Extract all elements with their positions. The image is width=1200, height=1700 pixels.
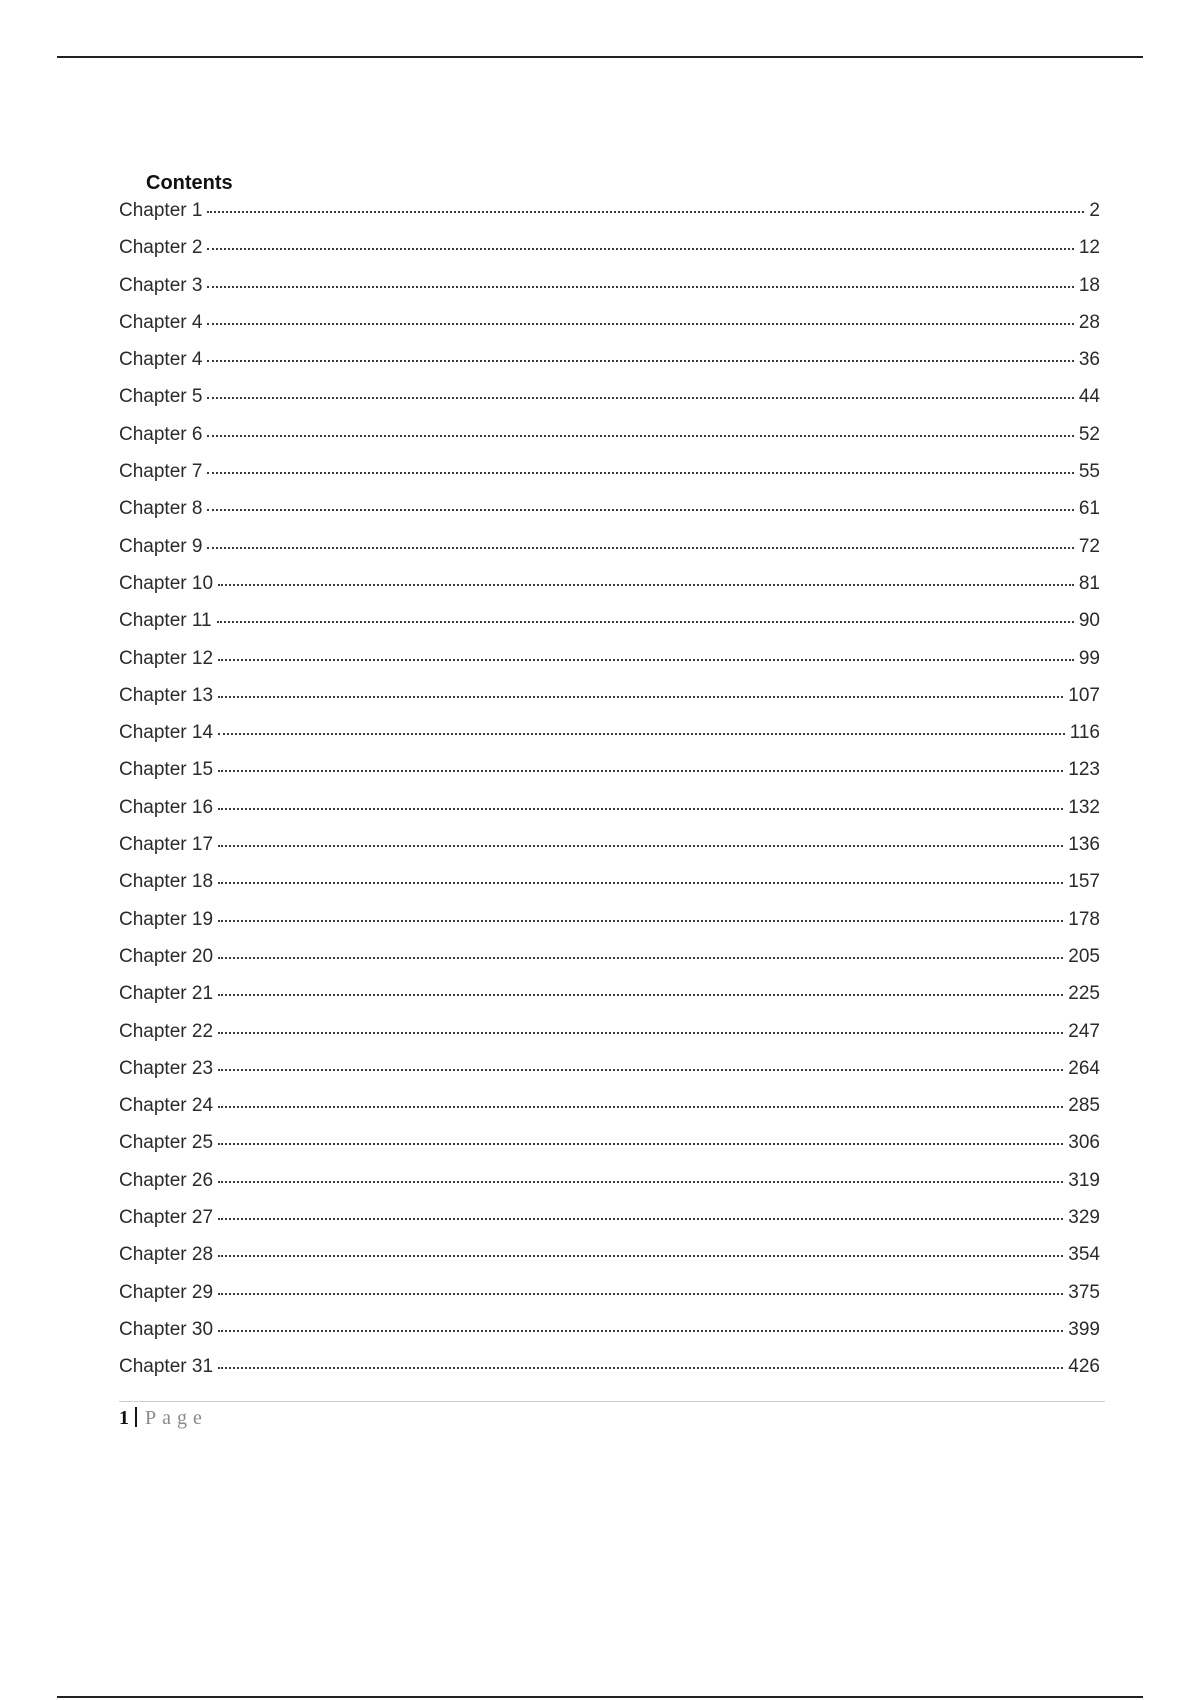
toc-entry[interactable] xyxy=(119,721,1100,758)
toc-entry-label: Chapter 19 xyxy=(119,908,214,930)
toc-entry-page: 285 xyxy=(1068,1095,1100,1117)
toc-entry-page: 36 xyxy=(1078,349,1100,371)
toc-entry[interactable] xyxy=(119,609,1100,646)
toc-entry-label: Chapter 25 xyxy=(119,1132,214,1154)
toc-dot-leader xyxy=(218,1181,1063,1183)
toc-title: Contents xyxy=(146,172,233,194)
toc-entry-page: 247 xyxy=(1068,1020,1100,1042)
toc-dot-leader xyxy=(217,621,1074,623)
toc-entry-label: Chapter 27 xyxy=(119,1207,214,1229)
toc-entry-page: 107 xyxy=(1068,684,1100,706)
toc-entry-page: 306 xyxy=(1068,1132,1100,1154)
toc-dot-leader xyxy=(207,509,1073,511)
toc-entry-label: Chapter 1 xyxy=(119,200,203,221)
toc-entry-page: 72 xyxy=(1078,535,1100,557)
toc-entry-label: Chapter 7 xyxy=(119,461,203,483)
toc-dot-leader xyxy=(207,248,1073,250)
toc-entry-label: Chapter 3 xyxy=(119,274,203,296)
footer-separator xyxy=(135,1407,137,1427)
header-rule xyxy=(57,56,1143,58)
toc-entry-label: Chapter 11 xyxy=(119,610,212,632)
toc-entry[interactable] xyxy=(119,311,1100,348)
toc-dot-leader xyxy=(218,845,1063,847)
toc-entry-label: Chapter 17 xyxy=(119,834,214,856)
footer-page-word: Page xyxy=(145,1407,208,1429)
toc-entry-page: 225 xyxy=(1068,983,1100,1005)
toc-dot-leader xyxy=(218,808,1063,810)
toc-entry-page: 205 xyxy=(1068,945,1100,967)
toc-entry-page: 319 xyxy=(1068,1169,1100,1191)
toc-entry-page: 354 xyxy=(1068,1244,1100,1266)
toc-entry[interactable] xyxy=(119,1281,1100,1318)
toc-entry-label: Chapter 4 xyxy=(119,349,203,371)
toc-entry-page: 81 xyxy=(1078,572,1100,594)
toc-dot-leader xyxy=(218,1367,1063,1369)
toc-entry-page: 116 xyxy=(1069,722,1100,744)
toc-entry-page: 136 xyxy=(1068,834,1100,856)
toc-entry[interactable] xyxy=(119,236,1100,273)
toc-dot-leader xyxy=(207,360,1073,362)
toc-entry-page: 329 xyxy=(1068,1207,1100,1229)
toc-entry-page: 157 xyxy=(1068,871,1100,893)
toc-entry-page: 99 xyxy=(1078,647,1100,669)
toc-entry-page: 399 xyxy=(1068,1318,1100,1340)
toc-entry-label: Chapter 24 xyxy=(119,1095,214,1117)
toc-entry-label: Chapter 30 xyxy=(119,1318,214,1340)
toc-entry-page: 375 xyxy=(1068,1281,1100,1303)
toc-entry[interactable] xyxy=(119,945,1100,982)
toc-entry-label: Chapter 8 xyxy=(119,498,203,520)
page-footer xyxy=(119,1405,208,1431)
toc-entry-label: Chapter 2 xyxy=(119,237,203,259)
toc-entry-label: Chapter 23 xyxy=(119,1057,214,1079)
toc-dot-leader xyxy=(218,882,1063,884)
toc-entry[interactable] xyxy=(119,870,1100,907)
toc-entry[interactable] xyxy=(119,572,1100,609)
toc-dot-leader xyxy=(218,994,1063,996)
toc-entry-label: Chapter 9 xyxy=(119,535,203,557)
toc-dot-leader xyxy=(218,1143,1063,1145)
toc-entry-label: Chapter 15 xyxy=(119,759,214,781)
toc-dot-leader xyxy=(218,584,1074,586)
footer-page-number: 1 xyxy=(119,1407,129,1429)
toc-dot-leader xyxy=(218,1218,1063,1220)
toc-dot-leader xyxy=(218,1106,1063,1108)
toc-entry[interactable] xyxy=(119,1057,1100,1094)
toc-entry[interactable] xyxy=(119,982,1100,1019)
bottom-rule xyxy=(57,1696,1143,1698)
toc-entry[interactable] xyxy=(119,908,1100,945)
toc-dot-leader xyxy=(218,770,1063,772)
toc-entry[interactable] xyxy=(119,1355,1100,1392)
toc-dot-leader xyxy=(218,1032,1063,1034)
toc-entry[interactable] xyxy=(119,1243,1100,1280)
toc-entry[interactable] xyxy=(119,796,1100,833)
toc-entry-page: 12 xyxy=(1078,237,1100,259)
toc-dot-leader xyxy=(218,1069,1063,1071)
toc-entry-page: 28 xyxy=(1078,311,1100,333)
toc-dot-leader xyxy=(207,547,1073,549)
toc-entry-label: Chapter 16 xyxy=(119,796,214,818)
toc-entry-label: Chapter 5 xyxy=(119,386,203,408)
toc-entry-label: Chapter 6 xyxy=(119,423,203,445)
toc-entry-page: 44 xyxy=(1078,386,1100,408)
toc-entry[interactable] xyxy=(119,535,1100,572)
toc-entry-label: Chapter 21 xyxy=(119,983,214,1005)
toc-dot-leader xyxy=(218,920,1063,922)
toc-entry-page: 18 xyxy=(1078,274,1100,296)
toc-entry-label: Chapter 14 xyxy=(119,722,214,744)
toc-dot-leader xyxy=(207,323,1073,325)
toc-entry[interactable] xyxy=(119,1318,1100,1355)
toc-entry[interactable] xyxy=(119,1131,1100,1168)
toc-entry[interactable] xyxy=(119,1020,1100,1057)
toc-dot-leader xyxy=(218,1330,1063,1332)
toc-entry-page: 55 xyxy=(1078,461,1100,483)
toc-entry-label: Chapter 10 xyxy=(119,572,214,594)
toc-entry-label: Chapter 28 xyxy=(119,1244,214,1266)
toc-entry[interactable] xyxy=(119,274,1100,311)
toc-entry[interactable] xyxy=(119,423,1100,460)
toc-entry-page: 264 xyxy=(1068,1057,1100,1079)
toc-entry-label: Chapter 29 xyxy=(119,1281,214,1303)
toc-entry-label: Chapter 4 xyxy=(119,311,203,333)
toc-entry-label: Chapter 12 xyxy=(119,647,214,669)
toc-dot-leader xyxy=(218,733,1065,735)
toc-entry[interactable] xyxy=(119,684,1100,721)
toc-dot-leader xyxy=(207,472,1073,474)
toc-entry-page: 132 xyxy=(1068,796,1100,818)
toc-entry[interactable] xyxy=(119,348,1100,385)
toc-entry[interactable] xyxy=(119,385,1100,422)
toc-list xyxy=(119,199,1100,1393)
toc-dot-leader xyxy=(207,435,1073,437)
toc-entry-page: 61 xyxy=(1078,498,1100,520)
toc-entry-page: 52 xyxy=(1078,423,1100,445)
toc-entry[interactable] xyxy=(119,1094,1100,1131)
toc-entry-label: Chapter 26 xyxy=(119,1169,214,1191)
toc-entry-page: 426 xyxy=(1068,1356,1100,1378)
toc-entry-label: Chapter 18 xyxy=(119,871,214,893)
toc-entry-label: Chapter 13 xyxy=(119,684,214,706)
footer-rule xyxy=(119,1401,1105,1402)
toc-entry[interactable] xyxy=(119,199,1100,236)
toc-dot-leader xyxy=(218,659,1074,661)
toc-entry[interactable] xyxy=(119,460,1100,497)
toc-entry[interactable] xyxy=(119,497,1100,534)
toc-entry-page: 178 xyxy=(1068,908,1100,930)
toc-dot-leader xyxy=(218,957,1063,959)
toc-entry[interactable] xyxy=(119,833,1100,870)
toc-entry-label: Chapter 20 xyxy=(119,945,214,967)
toc-dot-leader xyxy=(207,397,1073,399)
toc-entry[interactable] xyxy=(119,758,1100,795)
toc-dot-leader xyxy=(207,286,1073,288)
toc-entry-label: Chapter 31 xyxy=(119,1356,214,1378)
toc-dot-leader xyxy=(218,1255,1063,1257)
toc-dot-leader xyxy=(218,1293,1063,1295)
toc-entry[interactable] xyxy=(119,1206,1100,1243)
toc-entry-page: 90 xyxy=(1078,610,1100,632)
toc-entry-page: 2 xyxy=(1089,200,1100,221)
toc-entry[interactable] xyxy=(119,1169,1100,1206)
toc-entry-page: 123 xyxy=(1068,759,1100,781)
toc-dot-leader xyxy=(218,696,1063,698)
toc-entry-label: Chapter 22 xyxy=(119,1020,214,1042)
toc-dot-leader xyxy=(207,211,1084,213)
toc-entry[interactable] xyxy=(119,647,1100,684)
